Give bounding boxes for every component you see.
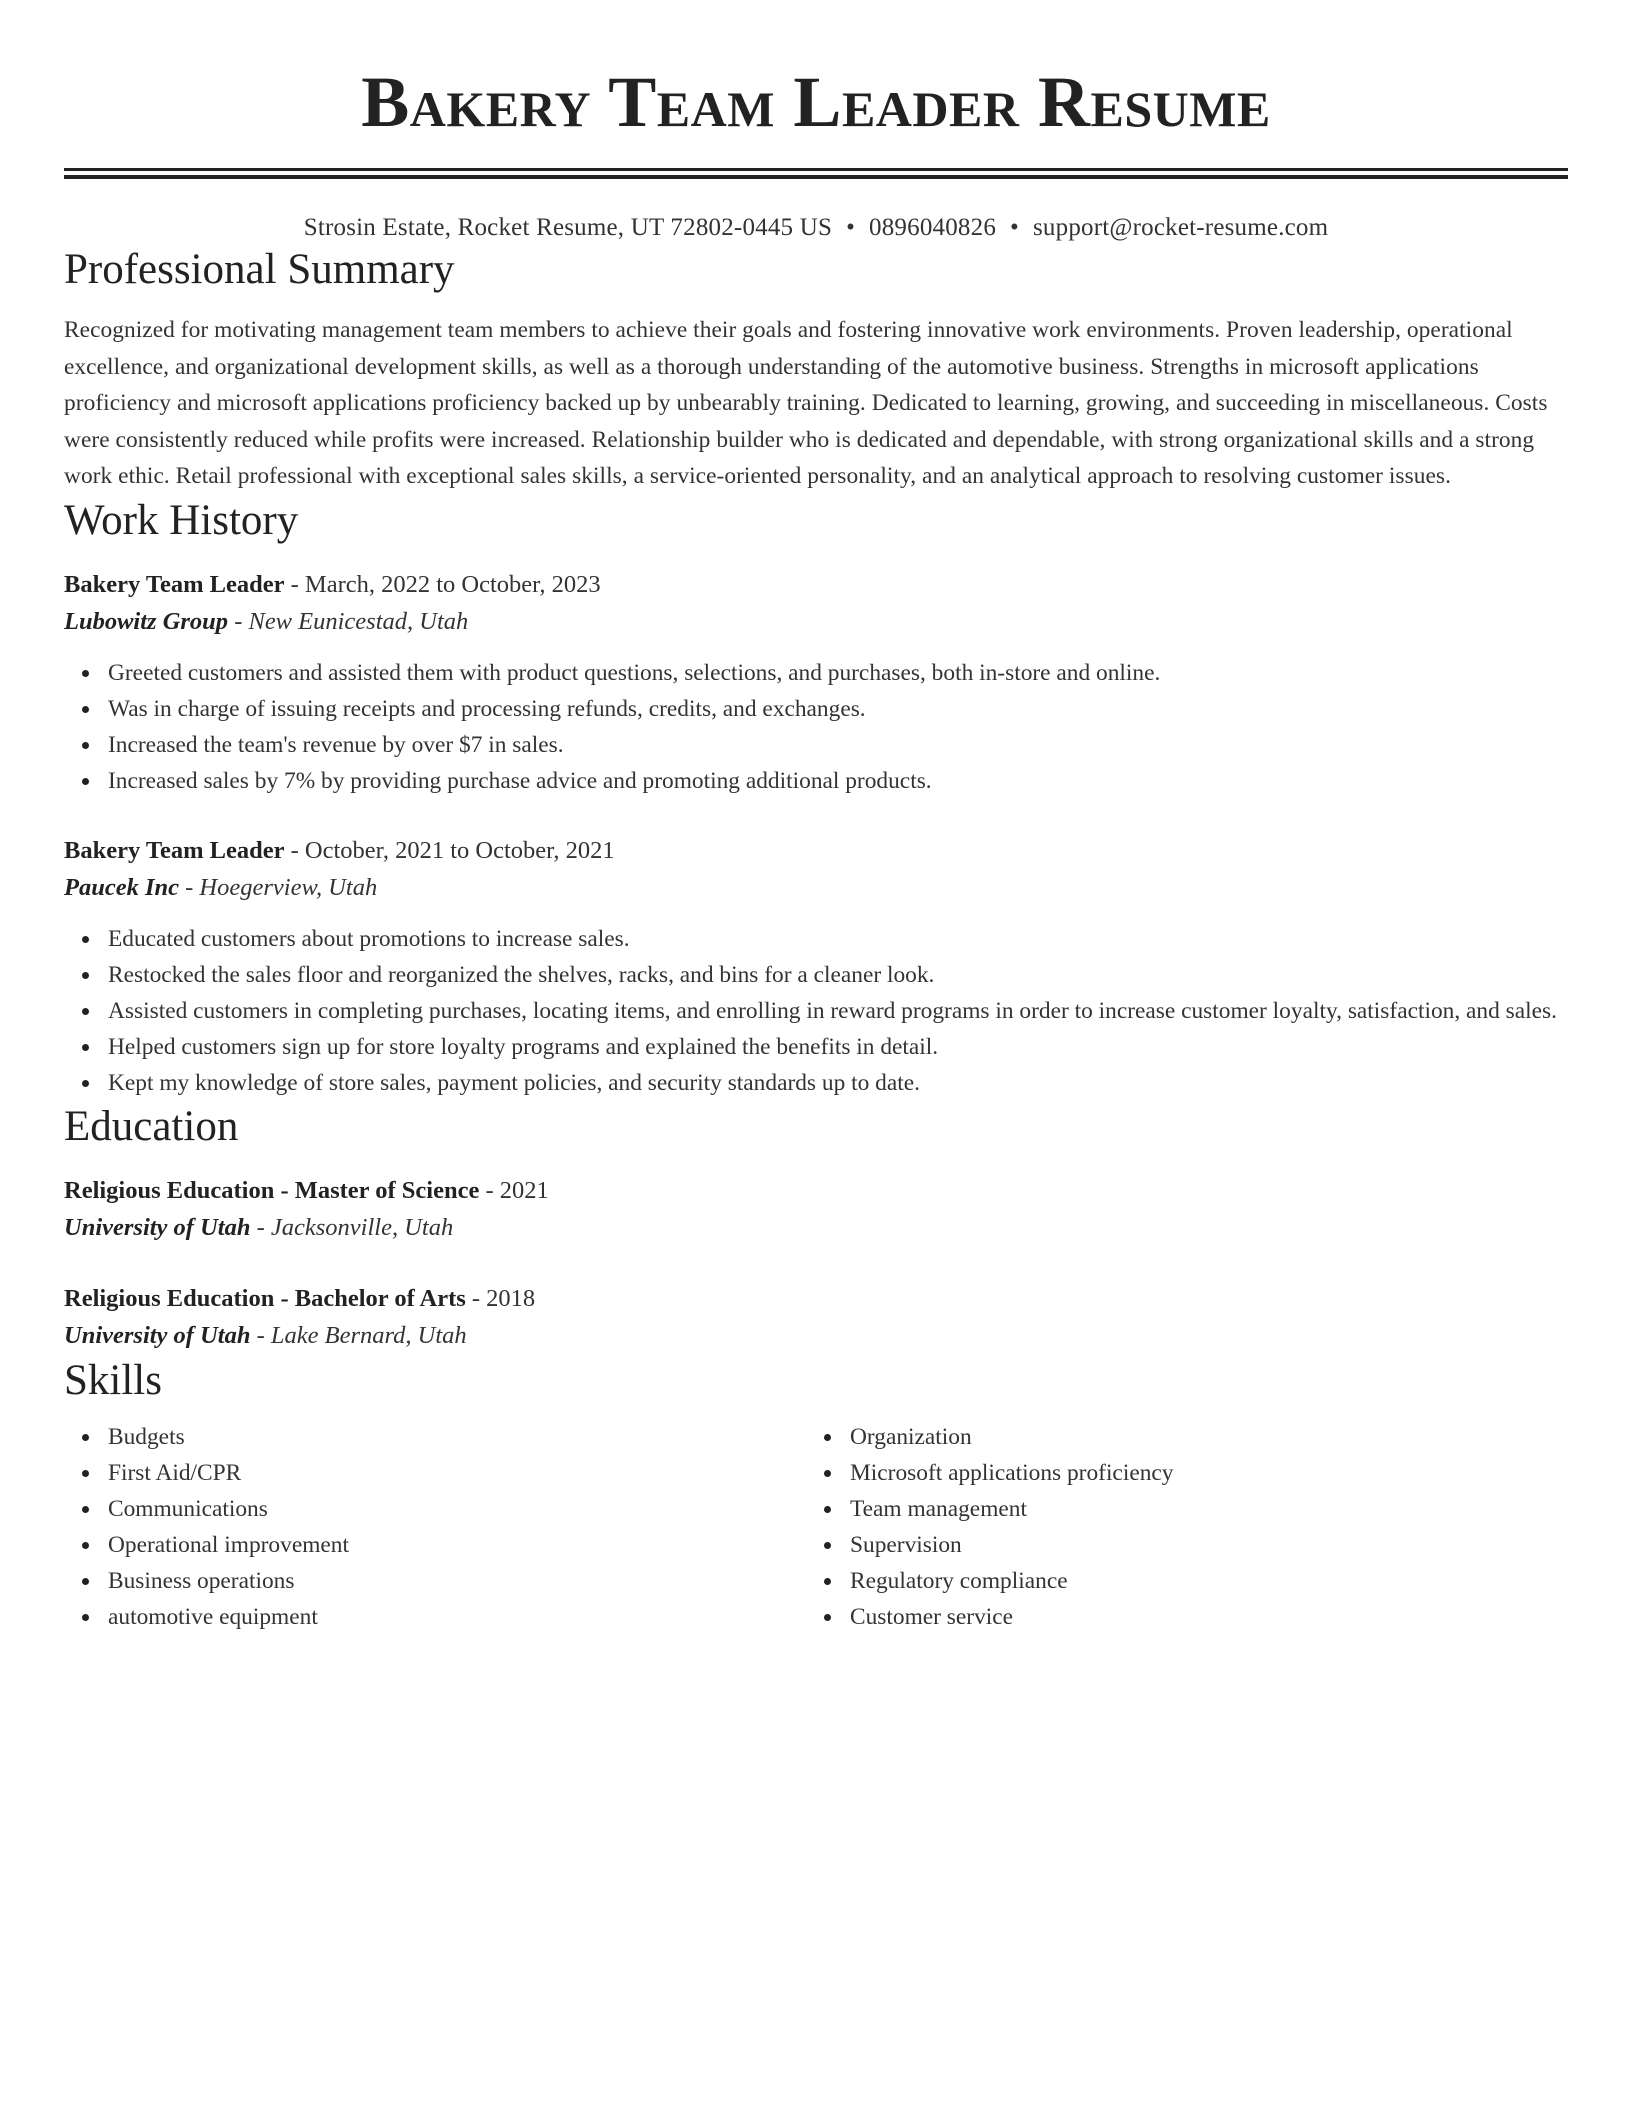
bullet-dot <box>82 1434 89 1441</box>
school: University of Utah <box>64 1321 251 1349</box>
list-item <box>108 691 1568 727</box>
list-item <box>108 1563 806 1599</box>
bullet-dot <box>82 778 89 785</box>
job-title-line <box>64 833 1568 869</box>
job-title: Bakery Team Leader <box>64 570 285 598</box>
job-dates: - October, 2021 to October, 2021 <box>284 836 615 864</box>
bullet-dot <box>82 1542 89 1549</box>
skills-heading: Skills <box>64 1356 162 1404</box>
bullet-text: Was in charge of issuing receipts and processing refunds, credits, and exchanges. <box>108 695 866 722</box>
bullet-text: Assisted customers in completing purchases, locating items, and enrolling in reward programs in order to increase customer loyalty, satisfaction, and sales. <box>108 997 1557 1024</box>
title-rule-bottom <box>64 175 1568 179</box>
school-location: - Lake Bernard, Utah <box>250 1321 467 1349</box>
degree: Religious Education - Master of Science <box>64 1176 480 1204</box>
contact-separator: • <box>846 214 856 241</box>
list-item <box>108 1065 1568 1101</box>
work-history-heading: Work History <box>64 496 299 544</box>
list-item <box>108 921 1568 957</box>
bullet-dot <box>82 1008 89 1015</box>
resume-title: Bakery Team Leader Resume <box>361 62 1271 142</box>
skills-columns <box>64 1419 1568 1635</box>
job-company: Paucek Inc <box>64 873 179 901</box>
contact-separator: • <box>1010 214 1019 241</box>
list-item <box>850 1455 1548 1491</box>
resume-page <box>64 0 1568 1635</box>
contact-line <box>64 212 1568 244</box>
skill-text: automotive equipment <box>108 1603 318 1630</box>
school: University of Utah <box>64 1213 251 1241</box>
bullet-dot <box>82 936 89 943</box>
bullet-text: Educated customers about promotions to increase sales. <box>108 925 630 952</box>
list-item <box>108 993 1568 1029</box>
list-item <box>108 1455 806 1491</box>
bullet-dot <box>82 1578 89 1585</box>
bullet-text: Kept my knowledge of store sales, payment policies, and security standards up to date. <box>108 1069 920 1096</box>
education-entry <box>64 1281 1568 1355</box>
bullet-dot <box>824 1506 831 1513</box>
bullet-dot <box>824 1542 831 1549</box>
list-item <box>108 1491 806 1527</box>
job-location: - Hoegerview, Utah <box>179 873 378 901</box>
bullet-dot <box>824 1434 831 1441</box>
list-item <box>108 1599 806 1635</box>
job-title-line <box>64 567 1568 603</box>
bullet-dot <box>82 670 89 677</box>
list-item <box>850 1527 1548 1563</box>
education-entry <box>64 1173 1568 1247</box>
skill-text: Communications <box>108 1495 268 1522</box>
bullet-dot <box>824 1614 831 1621</box>
summary-text: Recognized for motivating management team members to achieve their goals and fostering innovative work environments. Proven leadership, operational excellence, and organizational development skills, as well as a thorough understanding of the automotive business. Strengths in microsoft applications proficiency and microsoft applications proficiency backed up by unbearably training. Dedicated to learning, growing, and succeeding in miscellaneous. Costs were consistently reduced while profits were increased. Relationship builder who is dedicated and dependable, with strong organizational skills and a strong work ethic. Retail professional with exceptional sales skills, a service-oriented personality, and an analytical approach to resolving customer issues. <box>64 317 1548 490</box>
education-heading: Education <box>64 1102 239 1150</box>
school-location: - Jacksonville, Utah <box>250 1213 454 1241</box>
school-line <box>64 1209 1568 1247</box>
list-item <box>108 957 1568 993</box>
bullet-dot <box>82 1614 89 1621</box>
job-dates: - March, 2022 to October, 2023 <box>284 570 601 598</box>
skill-text: Customer service <box>850 1603 1014 1630</box>
contact-email: support@rocket-resume.com <box>1032 214 1329 241</box>
list-item <box>108 1527 806 1563</box>
bullet-dot <box>82 706 89 713</box>
degree: Religious Education - Bachelor of Arts <box>64 1284 466 1312</box>
list-item <box>108 1029 1568 1065</box>
list-item <box>108 1419 806 1455</box>
bullet-dot <box>82 1506 89 1513</box>
list-item <box>850 1563 1548 1599</box>
skill-text: Regulatory compliance <box>850 1567 1068 1594</box>
skill-text: Organization <box>850 1423 972 1450</box>
skill-text: Microsoft applications proficiency <box>850 1459 1174 1486</box>
skill-text: Budgets <box>108 1423 185 1450</box>
job-entry <box>64 833 1568 1101</box>
skill-text: First Aid/CPR <box>108 1459 242 1486</box>
title-rule-top <box>64 168 1568 171</box>
degree-year: - 2021 <box>479 1176 549 1204</box>
skills-list-left <box>64 1419 806 1635</box>
job-bullets <box>64 921 1568 1101</box>
skill-text: Supervision <box>850 1531 962 1558</box>
list-item <box>108 655 1568 691</box>
job-title: Bakery Team Leader <box>64 836 285 864</box>
job-location: - New Eunicestad, Utah <box>228 607 469 635</box>
bullet-dot <box>82 1080 89 1087</box>
bullet-dot <box>824 1578 831 1585</box>
bullet-text: Restocked the sales floor and reorganized the shelves, racks, and bins for a cleaner look. <box>108 961 935 988</box>
bullet-dot <box>82 972 89 979</box>
bullet-dot <box>82 1044 89 1051</box>
list-item <box>850 1419 1548 1455</box>
summary-heading: Professional Summary <box>64 246 455 293</box>
bullet-dot <box>82 742 89 749</box>
bullet-text: Helped customers sign up for store loyalty programs and explained the benefits in detail. <box>108 1033 939 1060</box>
skill-text: Business operations <box>108 1567 295 1594</box>
skill-text: Operational improvement <box>108 1531 349 1558</box>
bullet-dot <box>824 1470 831 1477</box>
job-entry <box>64 567 1568 799</box>
school-line <box>64 1317 1568 1355</box>
list-item <box>850 1599 1548 1635</box>
skills-list-right <box>806 1419 1548 1635</box>
list-item <box>850 1491 1548 1527</box>
bullet-text: Increased sales by 7% by providing purchase advice and promoting additional products. <box>108 767 932 794</box>
list-item <box>108 763 1568 799</box>
job-employer-line <box>64 869 1568 907</box>
bullet-dot <box>82 1470 89 1477</box>
list-item <box>108 727 1568 763</box>
degree-year: - 2018 <box>465 1284 536 1312</box>
bullet-text: Increased the team's revenue by over $7 in sales. <box>108 731 564 758</box>
job-bullets <box>64 655 1568 799</box>
contact-address: Strosin Estate, Rocket Resume, UT 72802-0445 US <box>303 214 833 241</box>
skill-text: Team management <box>850 1495 1027 1522</box>
degree-line <box>64 1173 1568 1209</box>
contact-phone: 0896040826 <box>869 214 997 241</box>
degree-line <box>64 1281 1568 1317</box>
bullet-text: Greeted customers and assisted them with product questions, selections, and purchases, both in-store and online. <box>108 659 1161 686</box>
job-employer-line <box>64 603 1568 641</box>
job-company: Lubowitz Group <box>64 607 229 635</box>
